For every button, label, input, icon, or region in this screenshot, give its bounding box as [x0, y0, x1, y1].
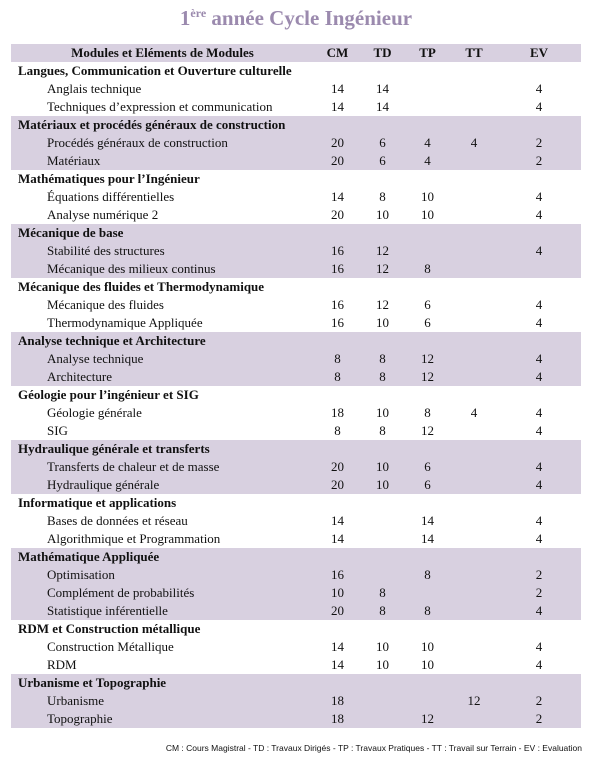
tt-value — [451, 260, 497, 278]
module-name: Analyse technique et Architecture — [18, 333, 206, 348]
td-value: 8 — [379, 603, 386, 618]
tt-value: 4 — [470, 135, 478, 150]
ev-value: 4 — [535, 297, 543, 312]
cm-value: 20 — [331, 477, 344, 492]
tp-value: 6 — [424, 459, 431, 474]
td-value: 14 — [376, 99, 389, 114]
cm-value: 16 — [331, 297, 344, 312]
cm-value: 14 — [331, 81, 344, 96]
module-header-row — [11, 386, 581, 404]
element-name: Statistique inférentielle — [47, 603, 168, 618]
ev-value: 4 — [535, 459, 543, 474]
td-value — [361, 530, 404, 548]
element-name: Topographie — [47, 711, 113, 726]
module-group — [11, 386, 581, 440]
module-header-row — [11, 62, 581, 80]
module-group — [11, 494, 581, 548]
element-name: Transferts de chaleur et de masse — [47, 459, 220, 474]
td-value: 10 — [376, 405, 389, 420]
module-name: Mathématiques pour l’Ingénieur — [18, 171, 200, 186]
tp-value: 4 — [424, 153, 431, 168]
td-value — [361, 512, 404, 530]
module-name: Matériaux et procédés généraux de construction — [18, 117, 286, 132]
table-row — [11, 368, 581, 386]
cm-value: 20 — [331, 207, 344, 222]
td-value: 8 — [379, 351, 386, 366]
element-name: Architecture — [47, 369, 112, 384]
tt-value — [451, 368, 497, 386]
td-value: 10 — [376, 639, 389, 654]
module-name: Mécanique des fluides et Thermodynamique — [18, 279, 265, 294]
element-name: Algorithmique et Programmation — [47, 531, 221, 546]
ev-value: 2 — [535, 585, 543, 600]
td-value: 10 — [376, 315, 389, 330]
table-row — [11, 152, 581, 170]
tp-value: 4 — [424, 135, 431, 150]
ev-value: 2 — [535, 693, 543, 708]
td-value: 10 — [376, 477, 389, 492]
module-header-row — [11, 170, 581, 188]
ev-value: 4 — [535, 423, 543, 438]
cm-value: 8 — [334, 369, 341, 384]
element-name: RDM — [47, 657, 77, 672]
tp-value: 10 — [421, 189, 434, 204]
table-row — [11, 134, 581, 152]
td-value — [361, 692, 404, 710]
header-tt: TT — [451, 44, 497, 62]
element-name: Équations différentielles — [47, 189, 175, 204]
table-row — [11, 422, 581, 440]
module-group — [11, 62, 581, 116]
ev-value: 4 — [535, 81, 543, 96]
ev-value: 4 — [535, 243, 543, 258]
element-name: Urbanisme — [47, 693, 105, 708]
tt-value — [451, 638, 497, 656]
cm-value: 10 — [331, 585, 344, 600]
tt-value — [451, 458, 497, 476]
tt-value — [451, 584, 497, 602]
module-header-row — [11, 224, 581, 242]
legend-footer: CM : Cours Magistral - TD : Travaux Dirigés - TP : Travaux Pratiques - TT : Travail sur Terrain - EV : Evaluation — [165, 743, 582, 753]
element-name: Mécanique des fluides — [47, 297, 164, 312]
tt-value — [451, 80, 497, 98]
module-name: Informatique et applications — [18, 495, 177, 510]
module-header-row — [11, 620, 581, 638]
table-row — [11, 458, 581, 476]
ev-value: 4 — [535, 531, 543, 546]
tp-value: 10 — [421, 207, 434, 222]
table-row — [11, 566, 581, 584]
table-row — [11, 314, 581, 332]
td-value: 8 — [379, 369, 386, 384]
tt-value — [451, 296, 497, 314]
header-tp: TP — [404, 44, 451, 62]
module-name: Géologie pour l’ingénieur et SIG — [18, 387, 199, 402]
td-value: 10 — [376, 207, 389, 222]
element-name: Optimisation — [47, 567, 115, 582]
module-group — [11, 116, 581, 170]
tt-value — [451, 98, 497, 116]
ev-value: 4 — [535, 99, 543, 114]
module-name: RDM et Construction métallique — [18, 621, 201, 636]
td-value: 8 — [379, 189, 386, 204]
cm-value: 20 — [331, 459, 344, 474]
element-name: Bases de données et réseau — [47, 513, 188, 528]
element-name: Thermodynamique Appliquée — [47, 315, 203, 330]
ev-value: 4 — [535, 477, 543, 492]
cm-value: 20 — [331, 135, 344, 150]
cm-value: 16 — [331, 261, 344, 276]
ev-value: 2 — [535, 567, 543, 582]
tt-value — [451, 602, 497, 620]
module-name: Hydraulique générale et transferts — [18, 441, 210, 456]
cm-value: 18 — [331, 711, 344, 726]
module-header-row — [11, 548, 581, 566]
table-row — [11, 530, 581, 548]
module-group — [11, 620, 581, 674]
ev-value: 4 — [535, 207, 543, 222]
tt-value — [451, 350, 497, 368]
tt-value — [451, 314, 497, 332]
tp-value: 8 — [424, 261, 431, 276]
element-name: Analyse numérique 2 — [47, 207, 159, 222]
module-name: Mathématique Appliquée — [18, 549, 160, 564]
tt-value — [451, 566, 497, 584]
ev-value: 4 — [535, 639, 543, 654]
tp-value — [404, 242, 451, 260]
cm-value: 8 — [334, 351, 341, 366]
tp-value: 12 — [421, 711, 434, 726]
table-row — [11, 260, 581, 278]
ev-value: 4 — [535, 189, 543, 204]
module-group — [11, 332, 581, 386]
td-value: 8 — [379, 423, 386, 438]
tt-value — [451, 512, 497, 530]
tt-value — [451, 188, 497, 206]
cm-value: 14 — [331, 99, 344, 114]
cm-value: 14 — [331, 657, 344, 672]
module-group — [11, 440, 581, 494]
module-header-row — [11, 440, 581, 458]
tt-value — [451, 206, 497, 224]
tp-value: 10 — [421, 657, 434, 672]
table-row — [11, 188, 581, 206]
cm-value: 18 — [331, 405, 344, 420]
cm-value: 20 — [331, 603, 344, 618]
cm-value: 14 — [331, 513, 344, 528]
table-row — [11, 584, 581, 602]
element-name: Stabilité des structures — [47, 243, 165, 258]
tp-value: 14 — [421, 513, 434, 528]
cm-value: 16 — [331, 243, 344, 258]
ev-value: 4 — [535, 369, 543, 384]
table-row — [11, 602, 581, 620]
module-group — [11, 224, 581, 278]
table-row — [11, 296, 581, 314]
tp-value: 6 — [424, 477, 431, 492]
module-header-row — [11, 278, 581, 296]
tt-value — [451, 242, 497, 260]
table-row — [11, 80, 581, 98]
tp-value — [404, 692, 451, 710]
element-name: SIG — [47, 423, 68, 438]
table-row — [11, 692, 581, 710]
ev-value: 4 — [535, 657, 543, 672]
element-name: Mécanique des milieux continus — [47, 261, 216, 276]
ev-value: 2 — [535, 153, 543, 168]
tt-value: 4 — [470, 405, 478, 420]
cm-value: 20 — [331, 153, 344, 168]
td-value: 12 — [376, 261, 389, 276]
module-header-row — [11, 116, 581, 134]
page-title: 1ère année Cycle Ingénieur — [179, 6, 413, 30]
tp-value: 12 — [421, 369, 434, 384]
header-td: TD — [361, 44, 404, 62]
cm-value: 16 — [331, 567, 344, 582]
tp-value — [404, 584, 451, 602]
module-header-row — [11, 332, 581, 350]
element-name: Complément de probabilités — [47, 585, 195, 600]
tp-value: 10 — [421, 639, 434, 654]
cm-value: 14 — [331, 531, 344, 546]
td-value — [361, 566, 404, 584]
ev-value: 4 — [535, 315, 543, 330]
td-value: 6 — [379, 153, 386, 168]
ev-value: 4 — [535, 513, 543, 528]
td-value: 10 — [376, 459, 389, 474]
header-cm: CM — [314, 44, 361, 62]
modules-table — [11, 44, 581, 728]
table-row — [11, 98, 581, 116]
ev-value: 4 — [535, 351, 543, 366]
table-row — [11, 476, 581, 494]
table-row — [11, 638, 581, 656]
ev-value: 4 — [535, 405, 543, 420]
table-row — [11, 206, 581, 224]
cm-value: 14 — [331, 189, 344, 204]
cm-value: 16 — [331, 315, 344, 330]
ev-value: 4 — [535, 603, 543, 618]
td-value: 12 — [376, 243, 389, 258]
element-name: Matériaux — [47, 153, 101, 168]
tt-value — [451, 152, 497, 170]
header-ev: EV — [497, 44, 581, 62]
module-group — [11, 674, 581, 728]
module-group — [11, 170, 581, 224]
module-name: Urbanisme et Topographie — [18, 675, 167, 690]
tp-value: 6 — [424, 297, 431, 312]
td-value: 6 — [379, 135, 386, 150]
tp-value — [404, 80, 451, 98]
tp-value: 12 — [421, 351, 434, 366]
tt-value — [451, 530, 497, 548]
table-row — [11, 350, 581, 368]
element-name: Anglais technique — [47, 81, 142, 96]
tt-value: 12 — [467, 693, 481, 708]
tp-value: 6 — [424, 315, 431, 330]
ev-value — [497, 260, 581, 278]
table-row — [11, 656, 581, 674]
module-name: Langues, Communication et Ouverture culturelle — [18, 63, 292, 78]
tp-value: 8 — [424, 603, 431, 618]
element-name: Géologie générale — [47, 405, 142, 420]
element-name: Analyse technique — [47, 351, 144, 366]
td-value: 10 — [376, 657, 389, 672]
element-name: Procédés généraux de construction — [47, 135, 228, 150]
header-modules: Modules et Eléments de Modules — [11, 44, 314, 62]
module-group — [11, 548, 581, 620]
module-header-row — [11, 674, 581, 692]
cm-value: 14 — [331, 639, 344, 654]
module-name: Mécanique de base — [18, 225, 124, 240]
element-name: Techniques d’expression et communication — [47, 99, 273, 114]
element-name: Construction Métallique — [47, 639, 174, 654]
table-row — [11, 710, 581, 728]
table-row — [11, 404, 581, 422]
tp-value: 14 — [421, 531, 434, 546]
tp-value: 8 — [424, 405, 431, 420]
module-header-row — [11, 494, 581, 512]
ev-value: 2 — [535, 135, 543, 150]
element-name: Hydraulique générale — [47, 477, 160, 492]
tp-value: 12 — [421, 423, 434, 438]
header-row — [11, 44, 581, 62]
tp-value: 8 — [424, 567, 431, 582]
tt-value — [451, 422, 497, 440]
cm-value: 8 — [334, 423, 341, 438]
tt-value — [451, 476, 497, 494]
td-value — [361, 710, 404, 728]
module-group — [11, 278, 581, 332]
table-row — [11, 512, 581, 530]
ev-value: 2 — [535, 711, 543, 726]
td-value: 14 — [376, 81, 389, 96]
tt-value — [451, 710, 497, 728]
cm-value: 18 — [331, 693, 344, 708]
tp-value — [404, 98, 451, 116]
td-value: 12 — [376, 297, 389, 312]
table-row — [11, 242, 581, 260]
td-value: 8 — [379, 585, 386, 600]
tt-value — [451, 656, 497, 674]
